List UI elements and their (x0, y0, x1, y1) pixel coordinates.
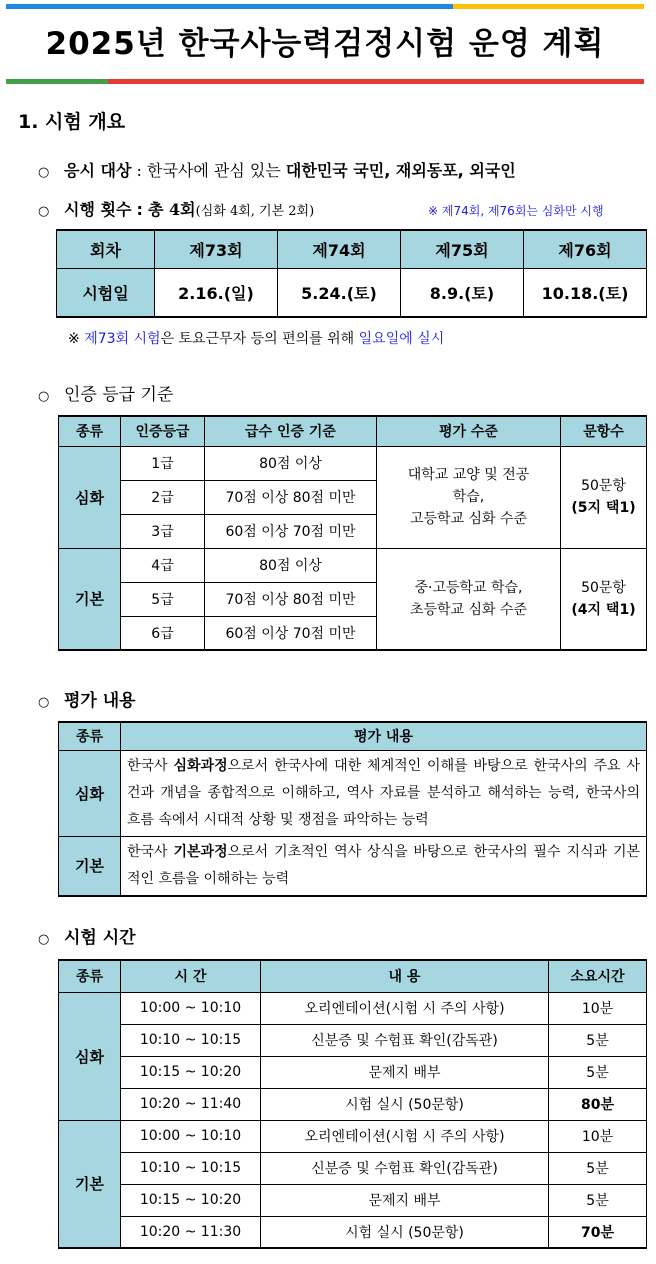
grade-level-cell: 3급 (121, 514, 205, 548)
note-reason: 은 토요근무자 등의 편의를 위해 (160, 331, 355, 347)
time-cell: 10:00 ~ 10:10 (121, 992, 261, 1024)
duration-cell: 5분 (549, 1184, 647, 1216)
eval-text: 으로서 기초적인 역사 상식을 바탕으로 한국사의 필수 지식과 기본적인 흐름을 이해하는 능력 (127, 843, 641, 887)
grade-basic-count (561, 548, 647, 650)
bullet-icon: ○ (38, 165, 50, 180)
note-sunday: 일요일에 실시 (358, 331, 445, 347)
question-choice: (5지 택1) (571, 500, 636, 516)
grade-criteria-cell: 60점 이상 70점 미만 (205, 616, 377, 650)
grade-level-cell: 4급 (121, 548, 205, 582)
question-count: 50문항 (581, 478, 626, 494)
duration-cell: 5분 (549, 1056, 647, 1088)
time-cell: 10:10 ~ 10:15 (121, 1152, 261, 1184)
duration-cell: 80분 (549, 1088, 647, 1120)
time-cell: 10:20 ~ 11:40 (121, 1088, 261, 1120)
time-cell: 10:20 ~ 11:30 (121, 1216, 261, 1248)
level-line: 대학교 교양 및 전공 (407, 467, 530, 483)
frequency-label: 시행 횟수 (64, 200, 132, 219)
grade-header-criteria: 급수 인증 기준 (205, 416, 377, 446)
schedule-round: 제75회 (401, 230, 524, 268)
note-mark: ※ (68, 331, 80, 347)
eval-course: 심화과정 (173, 757, 228, 774)
top-bar-yellow (453, 4, 644, 9)
frequency-note: ※ 제74회, 제76회는 심화만 시행 (428, 204, 604, 218)
grade-criteria-title: 인증 등급 기준 (64, 385, 174, 405)
bullet-icon: ○ (38, 932, 50, 947)
content-cell: 문제지 배부 (261, 1184, 549, 1216)
schedule-round: 제73회 (155, 230, 278, 268)
grade-header-level: 평가 수준 (377, 416, 561, 446)
frequency-detail: (심화 4회, 기본 2회) (195, 204, 315, 219)
content-cell: 신분증 및 수험표 확인(감독관) (261, 1152, 549, 1184)
note-round: 제73회 시험 (84, 331, 161, 347)
grade-header-count: 문항수 (561, 416, 647, 446)
schedule-date: 8.9.(토) (401, 268, 524, 317)
eligibility-colon: : (136, 161, 142, 180)
time-cell: 10:10 ~ 10:15 (121, 1024, 261, 1056)
schedule-round: 제74회 (278, 230, 401, 268)
duration-cell: 10분 (549, 992, 647, 1024)
eval-header-type: 종류 (59, 722, 121, 750)
frequency-colon: : (136, 200, 143, 219)
top-bar-blue (6, 4, 453, 9)
grade-criteria-heading (38, 380, 173, 405)
time-header-duration: 소요시간 (549, 960, 647, 992)
content-cell: 시험 실시 (50문항) (261, 1216, 549, 1248)
time-cell: 10:15 ~ 10:20 (121, 1184, 261, 1216)
bullet-icon: ○ (38, 389, 50, 404)
eval-table (58, 721, 647, 897)
time-header-content: 내 용 (261, 960, 549, 992)
schedule-date: 5.24.(토) (278, 268, 401, 317)
eligibility-text: 한국사에 관심 있는 (146, 161, 281, 180)
bottom-bar-red (108, 79, 644, 84)
time-header-time: 시 간 (121, 960, 261, 992)
duration-cell: 5분 (549, 1152, 647, 1184)
level-line: 고등학교 심화 수준 (409, 511, 528, 527)
schedule-date: 10.18.(토) (524, 268, 647, 317)
eval-text: 으로서 한국사에 대한 체계적인 이해를 바탕으로 한국사의 주요 사건과 개념을 종합적으로 이해하고, 역사 자료를 분석하고 해석하는 능력, 한국사의 흐름 속에서 시대적 상황 및 쟁점을 파악하는 능력 (127, 757, 641, 828)
bullet-icon: ○ (38, 695, 50, 710)
eval-type-advanced: 심화 (59, 750, 121, 836)
grade-type-advanced: 심화 (59, 446, 121, 548)
duration-cell: 10분 (549, 1120, 647, 1152)
duration-cell: 5분 (549, 1024, 647, 1056)
time-cell: 10:15 ~ 10:20 (121, 1056, 261, 1088)
frequency-total: 총 4회 (148, 200, 196, 219)
eval-text: 한국사 (127, 757, 168, 774)
schedule-table (56, 229, 647, 318)
time-cell: 10:00 ~ 10:10 (121, 1120, 261, 1152)
grade-level-cell: 6급 (121, 616, 205, 650)
level-line: 중·고등학교 학습, (414, 579, 523, 596)
level-line: 초등학교 심화 수준 (409, 601, 528, 618)
grade-header-type: 종류 (59, 416, 121, 446)
exam-time-title: 시험 시간 (64, 928, 136, 948)
eval-type-basic: 기본 (59, 836, 121, 896)
eligibility-label: 응시 대상 (64, 161, 132, 180)
eligibility-targets: 대한민국 국민, 재외동포, 외국인 (285, 161, 516, 180)
title-bottom-bar (6, 79, 644, 84)
schedule-round: 제76회 (524, 230, 647, 268)
time-type-advanced: 심화 (59, 992, 121, 1120)
time-type-basic: 기본 (59, 1120, 121, 1248)
level-line: 학습, (452, 489, 485, 505)
grade-criteria-cell: 60점 이상 70점 미만 (205, 514, 377, 548)
eval-course: 기본과정 (173, 843, 228, 860)
grade-criteria-cell: 70점 이상 80점 미만 (205, 480, 377, 514)
grade-type-basic: 기본 (59, 548, 121, 650)
content-cell: 시험 실시 (50문항) (261, 1088, 549, 1120)
grade-header-grade: 인증등급 (121, 416, 205, 446)
grade-criteria-cell: 80점 이상 (205, 548, 377, 582)
eval-header-content: 평가 내용 (121, 722, 647, 750)
grade-level-cell: 1급 (121, 446, 205, 480)
grade-advanced-level (377, 446, 561, 548)
duration-cell: 70분 (549, 1216, 647, 1248)
content-cell: 신분증 및 수험표 확인(감독관) (261, 1024, 549, 1056)
grade-level-cell: 5급 (121, 582, 205, 616)
grade-level-cell: 2급 (121, 480, 205, 514)
schedule-date-header: 시험일 (57, 268, 155, 317)
question-choice: (4지 택1) (571, 601, 636, 618)
time-header-type: 종류 (59, 960, 121, 992)
question-count: 50문항 (581, 579, 626, 596)
title-top-bar (6, 4, 644, 9)
eval-content-heading (38, 686, 136, 711)
bullet-icon: ○ (38, 204, 50, 219)
document-title: 2025년 한국사능력검정시험 운영 계획 (45, 26, 605, 62)
time-table (58, 959, 647, 1249)
frequency-line (38, 197, 314, 220)
eval-advanced-content (121, 750, 647, 836)
schedule-date: 2.16.(일) (155, 268, 278, 317)
eligibility-line (38, 158, 516, 181)
grade-advanced-count (561, 446, 647, 548)
grade-basic-level (377, 548, 561, 650)
eval-text: 한국사 (127, 843, 168, 860)
section-heading-overview: 1. 시험 개요 (18, 111, 126, 133)
exam-time-heading (38, 923, 136, 948)
content-cell: 문제지 배부 (261, 1056, 549, 1088)
schedule-round-header: 회차 (57, 230, 155, 268)
grade-criteria-cell: 70점 이상 80점 미만 (205, 582, 377, 616)
content-cell: 오리엔테이션(시험 시 주의 사항) (261, 992, 549, 1024)
grade-table (58, 415, 647, 651)
bottom-bar-green (6, 79, 108, 84)
eval-basic-content (121, 836, 647, 896)
content-cell: 오리엔테이션(시험 시 주의 사항) (261, 1120, 549, 1152)
grade-criteria-cell: 80점 이상 (205, 446, 377, 480)
eval-content-title: 평가 내용 (64, 691, 136, 711)
schedule-note (68, 328, 444, 348)
